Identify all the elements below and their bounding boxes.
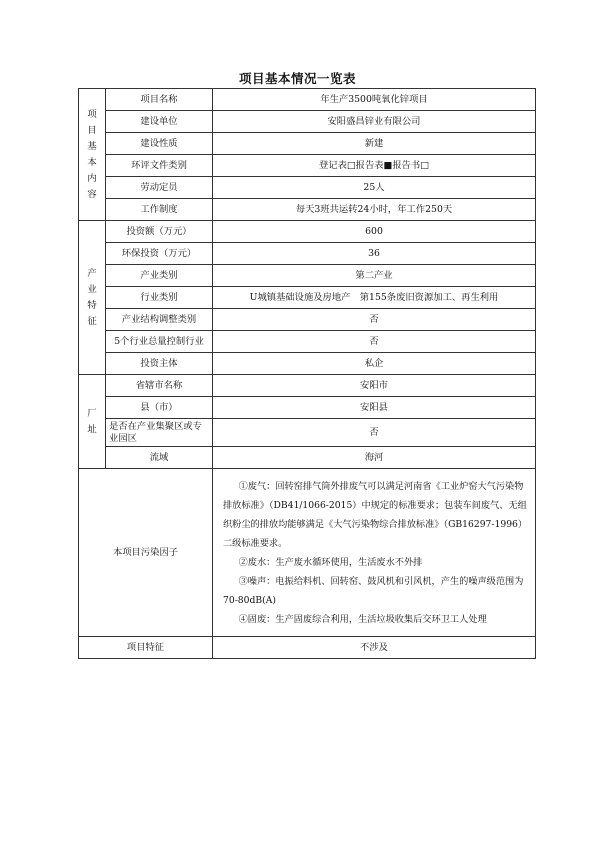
features-label: 项目特征 [79,637,213,659]
pollution-label: 本项目污染因子 [79,469,213,637]
row-value: 否 [213,419,536,447]
row-label: 流域 [106,447,213,469]
pollution-item-solid: ④固废：生产固废综合利用，生活垃圾收集后交环卫工人处理 [238,613,487,625]
table-row [79,331,536,353]
row-label: 项目名称 [106,89,213,111]
section-label-industry: 产 业 特 征 [79,221,106,375]
row-label: 县（市） [106,397,213,419]
row-value: 第二产业 [213,265,536,287]
table-row [79,133,536,155]
page-title: 项目基本情况一览表 [238,71,356,86]
table-row [79,353,536,375]
row-label: 行业类别 [106,287,213,309]
table-row [79,243,536,265]
row-label: 环保投资（万元） [106,243,213,265]
table-row [79,155,536,177]
table-row [79,469,536,637]
row-label: 产业结构调整类别 [106,309,213,331]
pollution-item-gas: ①废气：回转窑排气筒外排废气可以满足河南省《工业炉窑大气污染物排放标准》（DB41/1066-2015）中规定的标准要求；包装车间废气、无组织粉尘的排放均能够满足《大气污染物综合排放标准》（GB16297-1996）二级标准要求。 [223,480,527,549]
table-row [79,177,536,199]
row-value: 年生产3500吨氧化锌项目 [213,89,536,111]
table-row [79,309,536,331]
row-label: 产业类别 [106,265,213,287]
table-row [79,89,536,111]
pollution-item-water: ②废水：生产废水循环使用，生活废水不外排 [238,556,423,568]
row-value: 每天3班共运转24小时，年工作250天 [213,199,536,221]
table-row [79,397,536,419]
row-label: 投资主体 [106,353,213,375]
row-value: 安阳县 [213,397,536,419]
table-row [79,221,536,243]
features-value: 不涉及 [213,637,536,659]
row-value: 私企 [213,353,536,375]
row-label: 省辖市名称 [106,375,213,397]
table-row [79,419,536,447]
row-value: 600 [213,221,536,243]
row-value: 36 [213,243,536,265]
table-row [79,375,536,397]
row-value: 海河 [213,447,536,469]
row-value: 25人 [213,177,536,199]
row-value: U城镇基础设施及房地产 第155条废旧资源加工、再生利用 [213,287,536,309]
row-label: 建设单位 [106,111,213,133]
row-value: 安阳市 [213,375,536,397]
row-value: 登记表□报告表■报告书□ [213,155,536,177]
row-label: 是否在产业集聚区或专业园区 [106,419,213,447]
table-row [79,447,536,469]
row-value: 安阳盛昌锌业有限公司 [213,111,536,133]
section-label-site: 厂 址 [79,375,106,469]
row-label: 5个行业总量控制行业 [106,331,213,353]
row-value: 否 [213,331,536,353]
row-value: 否 [213,309,536,331]
table-row [79,199,536,221]
row-label: 建设性质 [106,133,213,155]
table-row [79,111,536,133]
table-row [79,637,536,659]
row-value: 新建 [213,133,536,155]
row-label: 环评文件类别 [106,155,213,177]
row-label: 工作制度 [106,199,213,221]
row-label: 劳动定员 [106,177,213,199]
section-label-basic: 项 目 基 本 内 容 [79,89,106,221]
project-info-table [78,88,536,659]
row-label: 投资额（万元） [106,221,213,243]
table-row [79,265,536,287]
pollution-factors [213,469,536,637]
table-row [79,287,536,309]
pollution-item-noise: ③噪声：电振给料机、回转窑、鼓风机和引风机，产生的噪声级范围为70-80dB(A) [223,575,524,606]
